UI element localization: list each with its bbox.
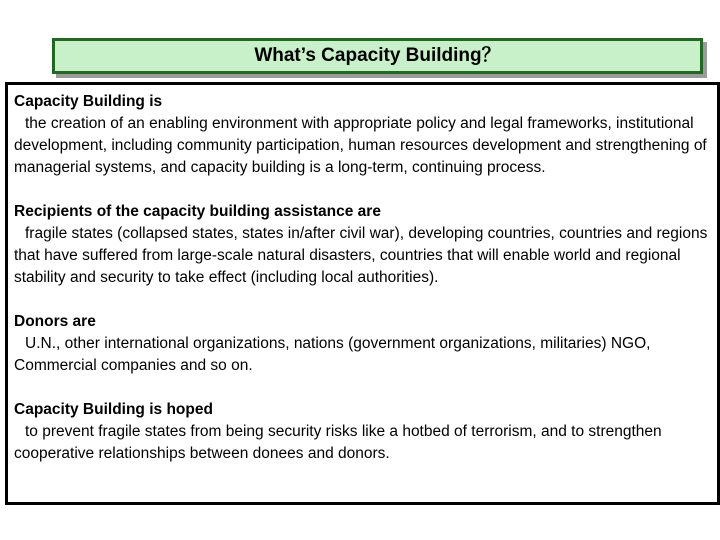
section-hoped [14, 399, 717, 465]
section-body: U.N., other international organizations, nations (government organizations, militaries) NGO, Commercial companies and so on. [14, 335, 651, 374]
section-heading: Donors are [14, 313, 96, 330]
section-body: fragile states (collapsed states, states in/after civil war), developing countries, countries and regions that have suffered from large-scale natural disasters, countries that will enable world and regional stability and security to take effect (including local authorities). [14, 225, 708, 286]
section-definition [14, 91, 717, 179]
page-title: What’s Capacity Building？ [52, 38, 703, 74]
section-heading: Capacity Building is hoped [14, 401, 213, 418]
section-recipients [14, 201, 717, 289]
section-donors [14, 311, 717, 377]
content-box [5, 82, 720, 505]
section-heading: Capacity Building is [14, 93, 163, 110]
section-body: the creation of an enabling environment with appropriate policy and legal frameworks, institutional development, including community participation, human resources development and strengthening of managerial systems, and capacity building is a long-term, continuing process. [14, 115, 707, 176]
section-heading: Recipients of the capacity building assistance are [14, 203, 381, 220]
section-body: to prevent fragile states from being security risks like a hotbed of terrorism, and to strengthen cooperative relationships between donees and donors. [14, 423, 662, 462]
